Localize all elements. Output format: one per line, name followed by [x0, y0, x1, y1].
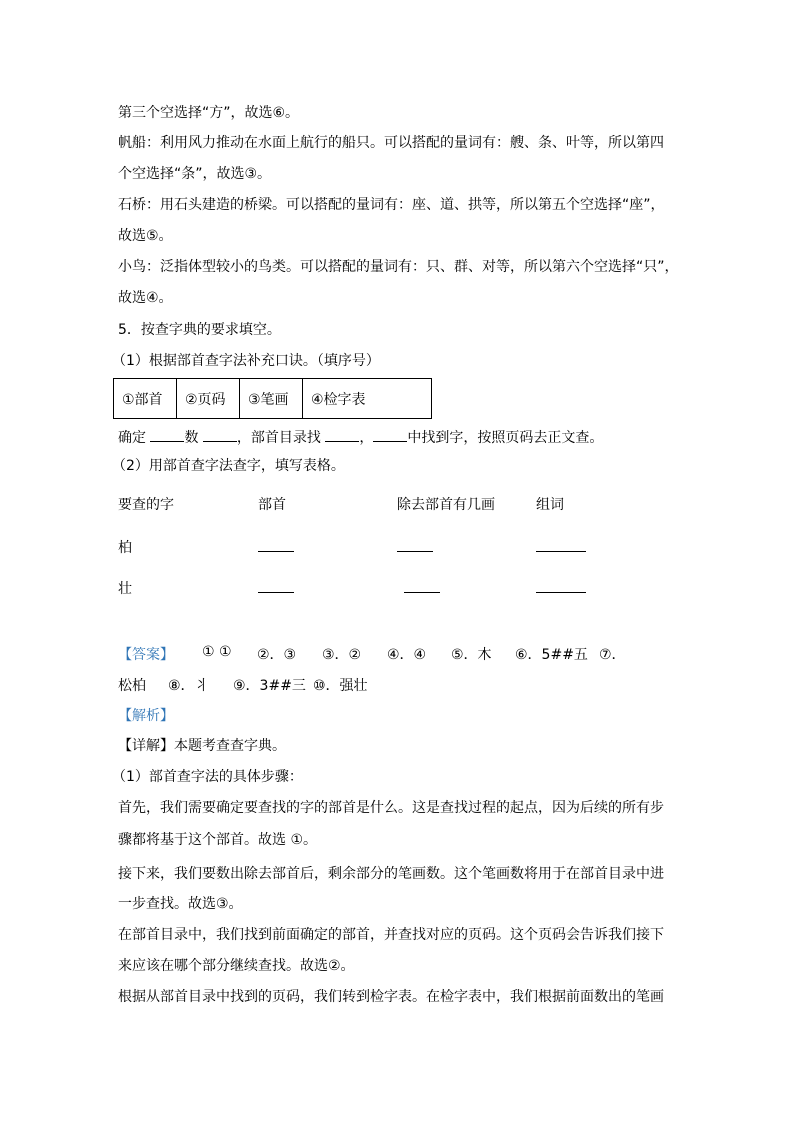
text-line: 石桥：用石头建造的桥梁。可以搭配的量词有：座、道、拱等，所以第五个空选择“座”， [118, 197, 665, 213]
blank[interactable] [536, 578, 586, 593]
answer-item: ⑦． [599, 647, 626, 663]
answer-label: 【答案】 [118, 647, 174, 663]
text-line: 个空选择“条”，故选③。 [118, 166, 272, 182]
options-table [113, 378, 432, 419]
text-line: 一步查找。故选③。 [118, 896, 243, 912]
text: 数 [184, 430, 199, 446]
text: 中找到字，按照页码去正文查。 [407, 430, 604, 446]
blank[interactable] [404, 578, 440, 593]
blank[interactable] [203, 427, 237, 442]
header-strokes: 除去部首有几画 [397, 497, 495, 513]
option-cell: ③笔画 [240, 379, 303, 419]
text-line: 故选⑤。 [118, 228, 173, 244]
question-title: 5．按查字典的要求填空。 [118, 322, 281, 338]
blank[interactable] [258, 578, 294, 593]
answer-item: ⑤．木 [451, 647, 492, 663]
text-line: （1）部首查字法的具体步骤： [112, 769, 303, 785]
answer-item: ⑥．5##五 [515, 647, 588, 663]
row-char: 柏 [118, 540, 132, 556]
sub-question-2: （2）用部首查字法查字，填写表格。 [112, 458, 345, 474]
blank[interactable] [536, 537, 586, 552]
option-cell: ②页码 [177, 379, 240, 419]
answer-item: ②．③ [257, 647, 297, 663]
text-line: 根据从部首目录中找到的页码，我们转到检字表。在检字表中，我们根据前面数出的笔画 [118, 989, 664, 1005]
blank[interactable] [325, 427, 359, 442]
text-line: 骤都将基于这个部首。故选 ①。 [118, 832, 318, 848]
text-line: 故选④。 [118, 290, 173, 306]
header-char: 要查的字 [118, 497, 174, 513]
text-line: 来应该在哪个部分继续查找。故选②。 [118, 958, 355, 974]
header-radical: 部首 [258, 497, 286, 513]
answer-item: ⑧．丬 [168, 678, 209, 694]
blank[interactable] [397, 537, 433, 552]
text-line: 在部首目录中，我们找到前面确定的部首，并查找对应的页码。这个页码会告诉我们接下 [118, 927, 664, 943]
answer-item: ⑨．3##三 [233, 678, 306, 694]
answer-item: ⑩．强壮 [313, 678, 368, 694]
header-words: 组词 [536, 497, 564, 513]
text: 确定 [118, 430, 146, 446]
answer-item: 松柏 [118, 678, 146, 694]
answer-item: ④．④ [387, 647, 427, 663]
text-line: 帆船：利用风力推动在水面上航行的船只。可以搭配的量词有：艘、条、叶等，所以第四 [118, 135, 664, 151]
option-cell: ④检字表 [303, 379, 432, 419]
text-line: 第三个空选择“方”，故选⑥。 [118, 105, 300, 121]
blank[interactable] [150, 427, 184, 442]
text: ，部首目录找 [236, 430, 321, 446]
answer-item: ① ① [202, 644, 232, 660]
answer-item: ③．② [322, 647, 362, 663]
blank[interactable] [258, 537, 294, 552]
text-line: 首先，我们需要确定要查找的字的部首是什么。这是查找过程的起点，因为后续的所有步 [118, 800, 664, 816]
fill-in-line [118, 427, 603, 447]
text-line: 小鸟：泛指体型较小的鸟类。可以搭配的量词有：只、群、对等，所以第六个空选择“只”， [118, 259, 679, 275]
text-line: 【详解】本题考查查字典。 [118, 738, 286, 754]
option-cell: ①部首 [114, 379, 177, 419]
analysis-label: 【解析】 [118, 708, 174, 724]
text: ， [359, 430, 374, 446]
sub-question-1: （1）根据部首查字法补充口诀。（填序号） [112, 353, 380, 369]
row-char: 壮 [118, 581, 132, 597]
text-line: 接下来，我们要数出除去部首后，剩余部分的笔画数。这个笔画数将用于在部首目录中进 [118, 866, 664, 882]
blank[interactable] [373, 427, 407, 442]
